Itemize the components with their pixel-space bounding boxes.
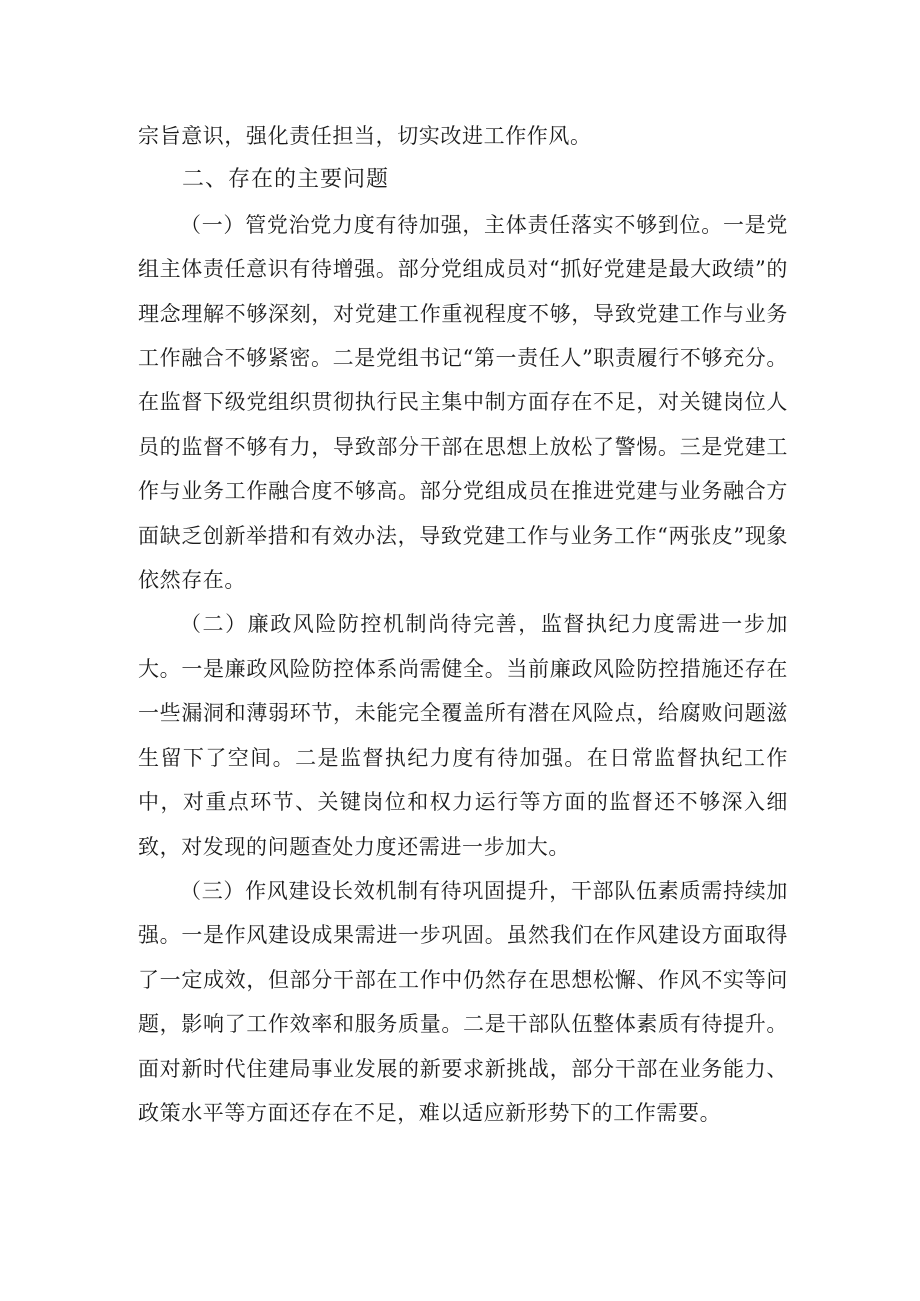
paragraph-1: （一）管党治党力度有待加强，主体责任落实不够到位。一是党组主体责任意识有待增强。部分党组成员对“抓好党建是最大政绩”的理念理解不够深刻，对党建工作重视程度不够，导致党建工作与业务工作融合不够紧密。二是党组书记“第一责任人”职责履行不够充分。在监督下级党组织贯彻执行民主集中制方面存在不足，对关键岗位人员的监督不够有力，导致部分干部在思想上放松了警惕。三是党建工作与业务工作融合度不够高。部分党组成员在推进党建与业务融合方面缺乏创新举措和有效办法，导致党建工作与业务工作“两张皮”现象依然存在。 [138,212,788,593]
document-body [138,114,788,1135]
paragraph-3: （三）作风建设长效机制有待巩固提升，干部队伍素质需持续加强。一是作风建设成果需进一步巩固。虽然我们在作风建设方面取得了一定成效，但部分干部在工作中仍然存在思想松懈、作风不实等问题，影响了工作效率和服务质量。二是干部队伍整体素质有待提升。面对新时代住建局事业发展的新要求新挑战，部分干部在业务能力、政策水平等方面还存在不足，难以适应新形势下的工作需要。 [138,878,788,1125]
paragraph-2: （二）廉政风险防控机制尚待完善，监督执纪力度需进一步加大。一是廉政风险防控体系尚需健全。当前廉政风险防控措施还存在一些漏洞和薄弱环节，未能完全覆盖所有潜在风险点，给腐败问题滋生留下了空间。二是监督执纪力度有待加强。在日常监督执纪工作中，对重点环节、关键岗位和权力运行等方面的监督还不够深入细致，对发现的问题查处力度还需进一步加大。 [138,612,788,859]
section-heading: 二、存在的主要问题 [182,167,390,193]
opening-line: 宗旨意识，强化责任担当，切实改进工作作风。 [138,124,592,148]
